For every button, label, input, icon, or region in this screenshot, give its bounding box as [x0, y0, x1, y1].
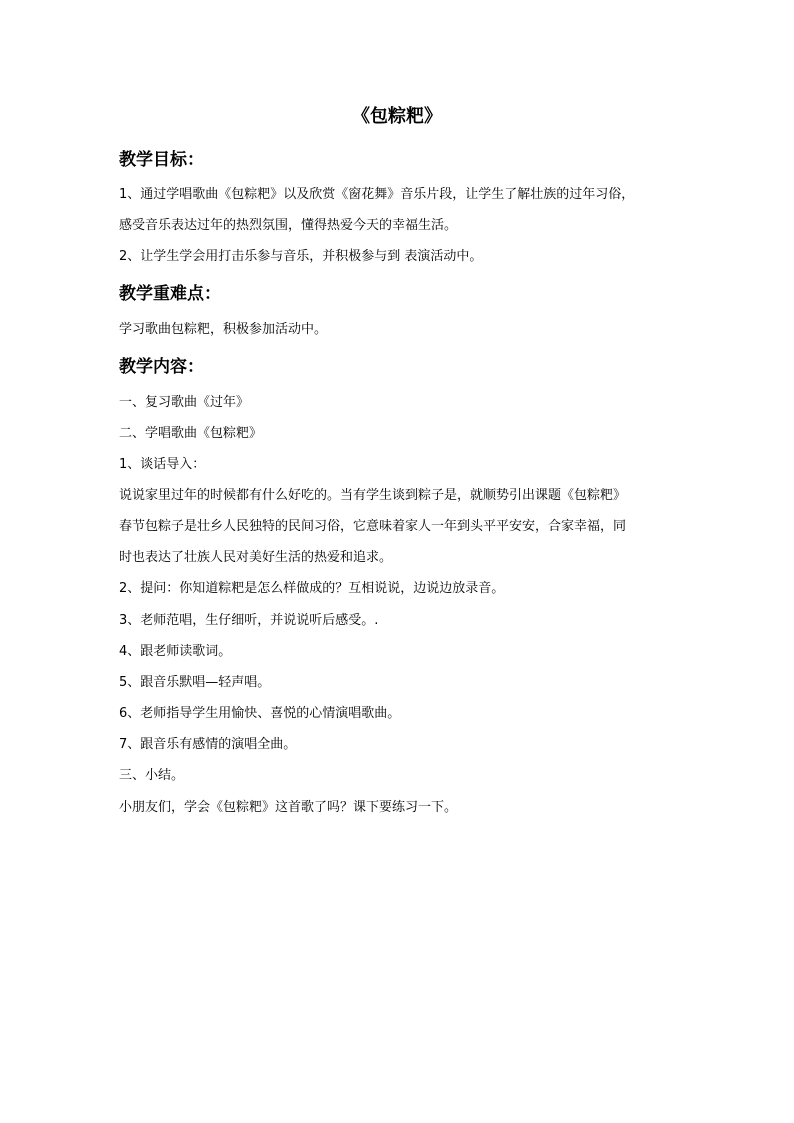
paragraph-line: 3、老师范唱，生仔细听，并说说听后感受。.	[119, 613, 379, 628]
paragraph-line: 2、让学生学会用打击乐参与音乐，并积极参与到 表演活动中。	[119, 249, 483, 264]
paragraph-line: 时也表达了壮族人民对美好生活的热爱和追求。	[119, 550, 393, 565]
section-heading-content: 教学内容：	[119, 357, 204, 377]
paragraph-line: 5、跟音乐默唱—轻声唱。	[119, 675, 271, 690]
section-heading-key-points: 教学重难点：	[119, 284, 221, 304]
paragraph-line: 一、复习歌曲《过年》	[119, 395, 250, 410]
paragraph-line: 小朋友们，学会《包粽粑》这首歌了吗？课下要练习一下。	[119, 800, 458, 815]
paragraph-line: 春节包粽子是壮乡人民独特的民间习俗，它意味着家人一年到头平平安安，合家幸福，同	[119, 519, 627, 534]
paragraph-line: 学习歌曲包粽粑，积极参加活动中。	[119, 322, 328, 337]
paragraph-line: 三、小结。	[119, 768, 185, 783]
paragraph-line: 1、通过学唱歌曲《包粽粑》以及欣赏《窗花舞》音乐片段，让学生了解壮族的过年习俗，	[119, 187, 635, 202]
paragraph-line: 二、学唱歌曲《包粽粑》	[119, 426, 263, 441]
paragraph-line: 1、谈话导入：	[119, 457, 206, 472]
section-heading-goals: 教学目标：	[119, 150, 204, 170]
paragraph-line: 7、跟音乐有感情的演唱全曲。	[119, 737, 297, 752]
paragraph-line: 4、跟老师读歌词。	[119, 644, 232, 659]
paragraph-line: 2、提问：你知道粽粑是怎么样做成的？互相说说，边说边放录音。	[119, 581, 505, 596]
paragraph-line: 6、老师指导学生用愉快、喜悦的心情演唱歌曲。	[119, 706, 401, 721]
paragraph-line: 感受音乐表达过年的热烈氛围，懂得热爱今天的幸福生活。	[119, 218, 458, 233]
paragraph-line: 说说家里过年的时候都有什么好吃的。当有学生谈到粽子是，就顺势引出课题《包粽粑》	[119, 488, 627, 503]
document-title: 《包粽粑》	[352, 106, 442, 127]
